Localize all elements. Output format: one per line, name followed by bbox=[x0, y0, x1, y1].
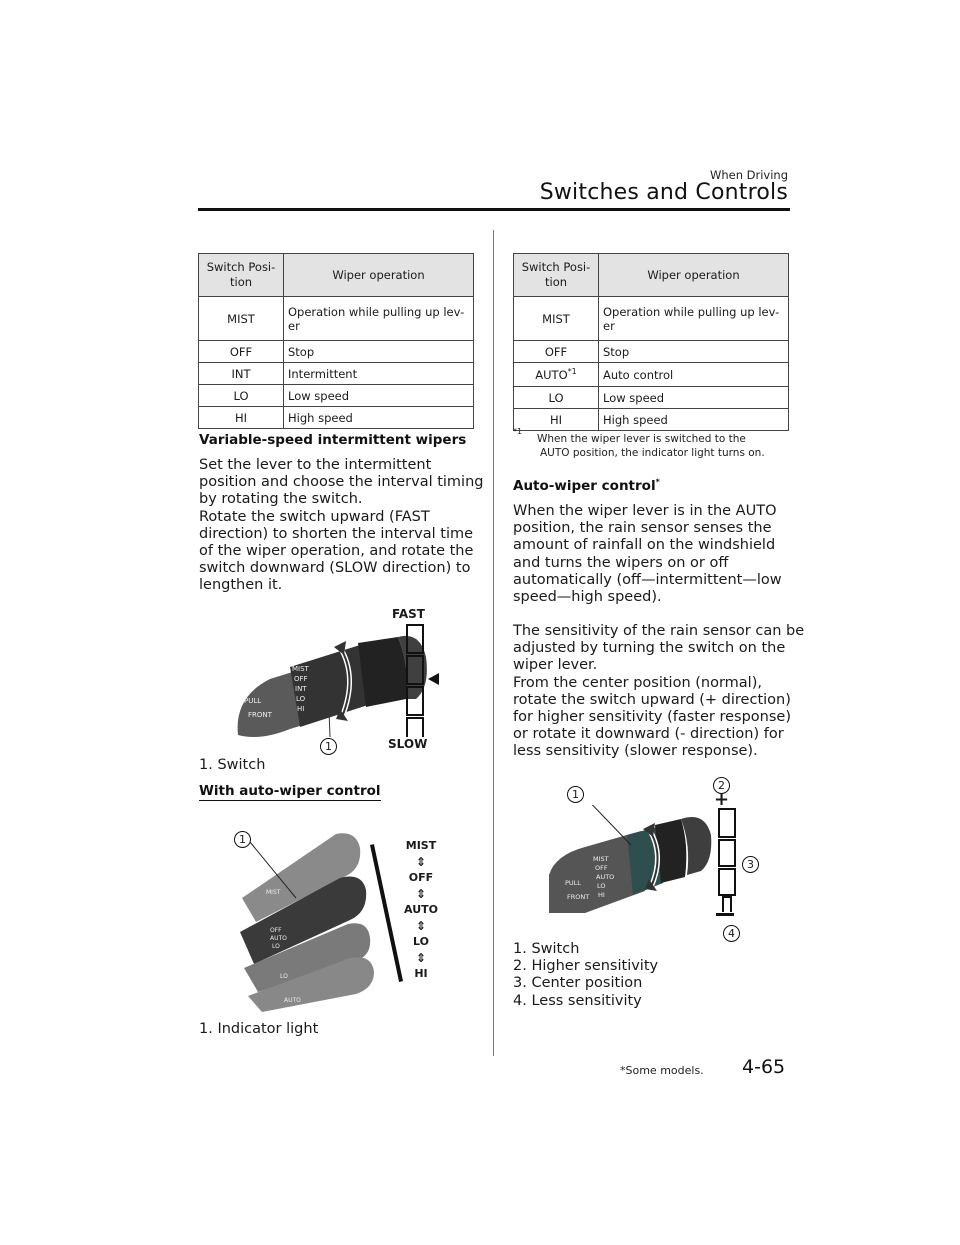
caption-line: 4. Less sensitivity bbox=[513, 992, 642, 1009]
table-cell-operation: Intermittent bbox=[284, 363, 474, 385]
table-header-position bbox=[199, 254, 284, 297]
some-models-marker: * bbox=[655, 477, 660, 487]
lever-label-mist: MIST bbox=[292, 665, 309, 673]
sens-label-pull: PULL bbox=[565, 879, 581, 887]
table-cell-position: HI bbox=[514, 409, 599, 431]
variable-speed-heading: Variable-speed intermittent wipers bbox=[199, 432, 467, 448]
sens-label-lo: LO bbox=[597, 882, 606, 890]
sensitivity-lever-illustration bbox=[545, 805, 715, 917]
caption-line: 2. Higher sensitivity bbox=[513, 958, 659, 975]
callout-4-icon: 4 bbox=[723, 925, 740, 942]
fast-label: FAST bbox=[392, 607, 425, 621]
table-cell-position: HI bbox=[199, 407, 284, 429]
footnote-ref: *1 bbox=[567, 366, 577, 376]
lever-label-front: FRONT bbox=[248, 711, 272, 719]
lever-label-lo: LO bbox=[296, 695, 306, 703]
label-mist: MIST bbox=[405, 839, 437, 852]
table-cell-position: LO bbox=[514, 387, 599, 409]
table-cell-operation: Operation while pulling up lev- er bbox=[284, 297, 474, 341]
label-hi: HI bbox=[414, 967, 428, 980]
text-line: rotate the switch upward (+ direction) bbox=[513, 691, 791, 708]
callout-1-indicator-icon: 1 bbox=[234, 831, 251, 848]
text-line: From the center position (normal), bbox=[513, 674, 762, 691]
label-auto: AUTO bbox=[404, 903, 438, 916]
updown-arrow-icon: ⇕ bbox=[415, 855, 427, 869]
text-line: speed—high speed). bbox=[513, 589, 662, 606]
footnote-text-1: When the wiper lever is switched to the bbox=[537, 433, 746, 445]
table-cell-position: MIST bbox=[514, 297, 599, 341]
updown-arrow-icon: ⇕ bbox=[415, 887, 427, 901]
auto-wiper-subheading-text: With auto-wiper control bbox=[199, 783, 381, 799]
sens-label-auto: AUTO bbox=[596, 873, 615, 881]
table-row bbox=[199, 363, 474, 385]
table-cell-position bbox=[514, 363, 599, 387]
table-row bbox=[514, 409, 789, 431]
text-line: or rotate it downward (- direction) for bbox=[513, 726, 784, 743]
left-wiper-table bbox=[198, 253, 474, 429]
sens-label-hi: HI bbox=[598, 891, 605, 899]
text-line: Rotate the switch upward (FAST bbox=[199, 508, 430, 525]
footnote-text-2: AUTO position, the indicator light turns on. bbox=[540, 447, 765, 459]
callout-1-switch-icon: 1 bbox=[567, 786, 584, 803]
slow-bar-2 bbox=[406, 717, 424, 737]
table-row bbox=[514, 363, 789, 387]
table-header-operation bbox=[599, 254, 789, 297]
table-header-position bbox=[514, 254, 599, 297]
auto-wiper-control-heading bbox=[513, 478, 660, 494]
label-lo: LO bbox=[413, 935, 429, 948]
text-line: wiper lever. bbox=[513, 657, 598, 674]
footnote-line bbox=[513, 427, 765, 446]
table-row bbox=[514, 297, 789, 341]
table-cell-operation: Stop bbox=[599, 341, 789, 363]
label-off: OFF bbox=[408, 871, 434, 884]
text-line: for higher sensitivity (faster response) bbox=[513, 709, 791, 726]
text-line: adjusted by turning the switch on the bbox=[513, 640, 786, 657]
text-line: automatically (off—intermittent—low bbox=[513, 571, 782, 588]
callout-1-icon: 1 bbox=[320, 738, 337, 755]
table-row bbox=[199, 385, 474, 407]
page-number: 4-65 bbox=[742, 1056, 786, 1078]
variable-speed-text bbox=[199, 457, 483, 595]
auto-position-label: AUTO bbox=[535, 367, 568, 382]
table-row bbox=[199, 407, 474, 429]
table-cell-operation: Low speed bbox=[599, 387, 789, 409]
table-row bbox=[514, 387, 789, 409]
lever-positions-illustration bbox=[236, 828, 386, 1016]
th-wiper-operation-2: Wiper operation bbox=[647, 267, 740, 282]
figure-caption-switch: 1. Switch bbox=[199, 757, 266, 773]
text-line: direction) to shorten the interval time bbox=[199, 525, 474, 542]
plus-icon: + bbox=[714, 789, 730, 810]
updown-arrow-icon: ⇕ bbox=[415, 919, 427, 933]
pos2-label-lo: LO bbox=[272, 943, 280, 950]
header-rule bbox=[198, 208, 790, 211]
table-row bbox=[199, 297, 474, 341]
sens-label-front: FRONT bbox=[567, 893, 590, 901]
footnote-marker: *1 bbox=[513, 427, 523, 436]
table-cell-operation: High speed bbox=[599, 409, 789, 431]
text-line: less sensitivity (slower response). bbox=[513, 743, 758, 760]
pos1-label-mist: MIST bbox=[266, 889, 281, 896]
auto-wiper-para2 bbox=[513, 623, 804, 761]
text-line: of the wiper operation, and rotate the bbox=[199, 543, 474, 560]
section-label: When Driving bbox=[709, 168, 788, 182]
table-cell-operation: High speed bbox=[284, 407, 474, 429]
th-switch-position-2: Switch Posi- tion bbox=[521, 260, 591, 289]
table-row bbox=[199, 341, 474, 363]
caption-line: 1. Switch bbox=[513, 941, 580, 957]
column-divider bbox=[493, 230, 494, 1056]
lever-label-hi: HI bbox=[297, 705, 305, 713]
text-line: position and choose the interval timing bbox=[199, 474, 484, 491]
th-wiper-operation-1: Wiper operation bbox=[332, 267, 425, 282]
text-line: position, the rain sensor senses the bbox=[513, 520, 772, 537]
pos3-label-lo: LO bbox=[280, 973, 288, 980]
updown-arrow-icon: ⇕ bbox=[415, 951, 427, 965]
table-cell-operation: Low speed bbox=[284, 385, 474, 407]
table-cell-operation: Stop bbox=[284, 341, 474, 363]
sens-label-mist: MIST bbox=[593, 855, 609, 863]
slow-label: SLOW bbox=[388, 737, 428, 751]
auto-positions-labels bbox=[402, 840, 440, 980]
sens-label-off: OFF bbox=[595, 864, 608, 872]
sens-bar-1 bbox=[718, 808, 736, 838]
lever-label-int: INT bbox=[295, 685, 307, 693]
table-cell-operation: Operation while pulling up lev- er bbox=[599, 297, 789, 341]
table-header-operation bbox=[284, 254, 474, 297]
table-row bbox=[514, 341, 789, 363]
text-line: and turns the wipers on or off bbox=[513, 554, 729, 571]
table-cell-operation: Auto control bbox=[599, 363, 789, 387]
pos2-label-auto: AUTO bbox=[270, 935, 287, 942]
footnote bbox=[513, 427, 765, 460]
footer-note: *Some models. bbox=[620, 1064, 704, 1077]
pos2-label-off: OFF bbox=[270, 927, 282, 934]
auto-wiper-subheading bbox=[199, 783, 381, 799]
text-line: switch downward (SLOW direction) to bbox=[199, 560, 471, 577]
table-cell-position: INT bbox=[199, 363, 284, 385]
text-line: When the wiper lever is in the AUTO bbox=[513, 503, 777, 519]
callout-2-icon: 2 bbox=[713, 777, 730, 794]
fast-bar-1 bbox=[406, 624, 424, 654]
pos4-label-auto: AUTO bbox=[284, 997, 301, 1004]
right-wiper-table bbox=[513, 253, 789, 431]
caption-line: 3. Center position bbox=[513, 975, 643, 992]
text-line: amount of rainfall on the windshield bbox=[513, 537, 776, 554]
lever-label-pull: PULL bbox=[244, 697, 262, 705]
callout-3-icon: 3 bbox=[742, 856, 759, 873]
sens-bar-2 bbox=[718, 839, 736, 867]
text-line: lengthen it. bbox=[199, 577, 283, 594]
lever-label-off: OFF bbox=[294, 675, 308, 683]
center-pointer-icon bbox=[428, 673, 439, 685]
page-title: Switches and Controls bbox=[539, 180, 788, 205]
slow-bar-1 bbox=[406, 686, 424, 716]
sens-bar-3 bbox=[718, 868, 736, 896]
minus-icon bbox=[716, 913, 734, 916]
auto-wiper-para1 bbox=[513, 503, 782, 606]
th-switch-position-1: Switch Posi- tion bbox=[206, 260, 276, 289]
figure-caption-indicator: 1. Indicator light bbox=[199, 1021, 319, 1037]
sens-bar-4 bbox=[722, 896, 732, 912]
auto-wiper-control-heading-text: Auto-wiper control bbox=[513, 478, 656, 494]
sensitivity-captions bbox=[513, 941, 658, 1010]
text-line: by rotating the switch. bbox=[199, 491, 363, 508]
table-cell-position: MIST bbox=[199, 297, 284, 341]
table-cell-position: OFF bbox=[514, 341, 599, 363]
table-cell-position: OFF bbox=[199, 341, 284, 363]
table-cell-position: LO bbox=[199, 385, 284, 407]
text-line: The sensitivity of the rain sensor can be bbox=[513, 623, 805, 639]
text-line: Set the lever to the intermittent bbox=[199, 457, 432, 473]
fast-bar-2 bbox=[406, 655, 424, 685]
